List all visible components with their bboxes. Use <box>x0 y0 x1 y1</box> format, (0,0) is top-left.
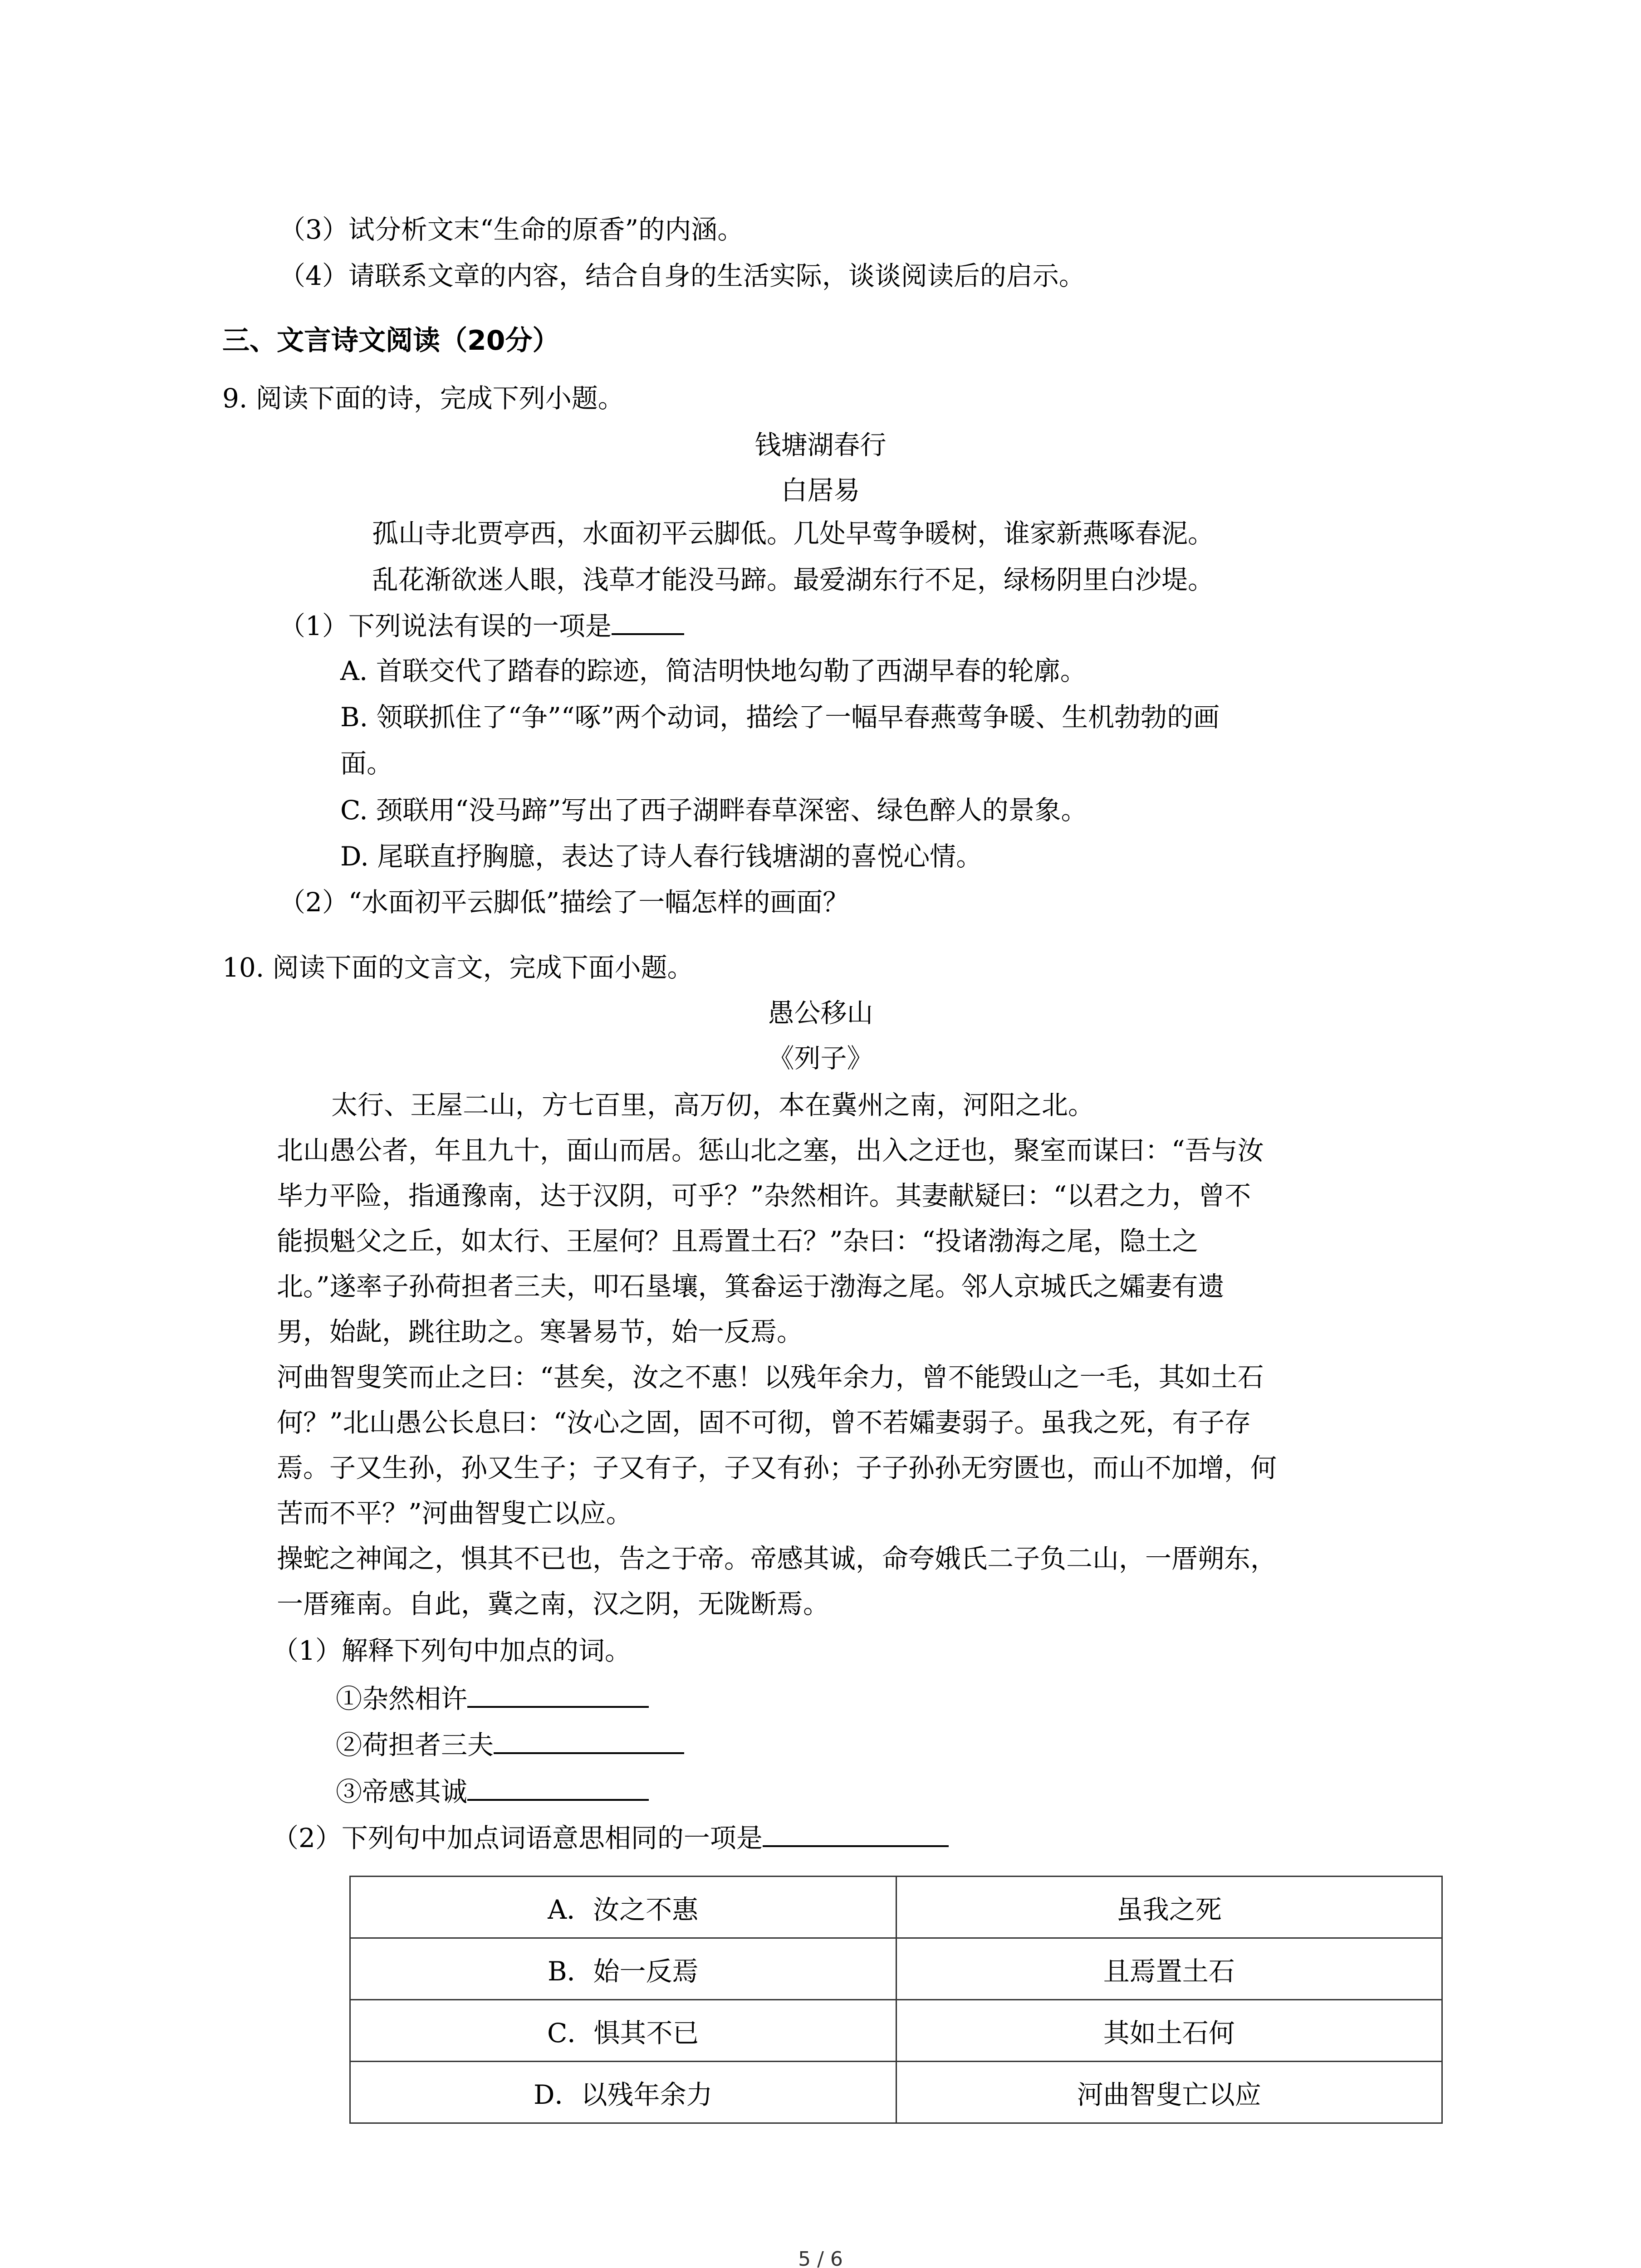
answer-blank[interactable] <box>763 1820 949 1847</box>
question-3: （3）试分析文末“生命的原香”的内涵。 <box>279 214 744 245</box>
q9-stem: 9. 阅读下面的诗，完成下列小题。 <box>222 383 624 414</box>
answer-blank[interactable] <box>494 1727 684 1754</box>
word-item-2 <box>336 1727 684 1761</box>
option-d: D. 尾联直抒胸臆，表达了诗人春行钱塘湖的喜悦心情。 <box>340 841 983 872</box>
passage-line: 北。”遂率子孙荷担者三夫，叩石垦壤，箕畚运于渤海之尾。邻人京城氏之孀妻有遗 <box>277 1271 1225 1302</box>
passage-line: 苦而不平？”河曲智叟亡以应。 <box>277 1498 632 1529</box>
answer-blank[interactable] <box>467 1681 649 1708</box>
passage-line: 河曲智叟笑而止之曰：“甚矣，汝之不惠！以残年余力，曾不能毁山之一毛，其如土石 <box>277 1362 1264 1393</box>
poem-line-2: 乱花渐欲迷人眼，浅草才能没马蹄。最爱湖东行不足，绿杨阴里白沙堤。 <box>372 564 1215 595</box>
poem-line-1: 孤山寺北贾亭西，水面初平云脚低。几处早莺争暖树，谁家新燕啄春泥。 <box>372 518 1215 549</box>
poem-author: 白居易 <box>781 475 860 506</box>
q9-sub2: （2）“水面初平云脚低”描绘了一幅怎样的画面？ <box>279 887 849 918</box>
table-cell: 其如土石何 <box>896 2000 1442 2062</box>
word-item-text: ②荷担者三夫 <box>336 1730 494 1760</box>
passage-source: 《列子》 <box>768 1043 873 1074</box>
passage-line: 毕力平险，指通豫南，达于汉阴，可乎？”杂然相许。其妻献疑曰：“以君之力，曾不 <box>277 1180 1251 1211</box>
q10-sub2 <box>272 1820 949 1854</box>
table-cell: C．惧其不已 <box>350 2000 896 2062</box>
q9-sub1 <box>279 608 684 642</box>
answer-blank[interactable] <box>467 1774 649 1801</box>
option-c: C. 颈联用“没马蹄”写出了西子湖畔春草深密、绿色醉人的景象。 <box>340 795 1087 826</box>
q10-sub1: （1）解释下列句中加点的词。 <box>272 1635 631 1666</box>
table-row <box>350 2062 1442 2123</box>
section-title: 三、文言诗文阅读（20分） <box>222 325 560 357</box>
answer-blank[interactable] <box>612 608 684 635</box>
passage-line: 一厝雍南。自此，冀之南，汉之阴，无陇断焉。 <box>277 1589 830 1619</box>
table-row <box>350 1938 1442 2000</box>
passage-line: 何？”北山愚公长息曰：“汝心之固，固不可彻，曾不若孀妻弱子。虽我之死，有子存 <box>277 1407 1251 1438</box>
option-b-cont: 面。 <box>340 748 393 779</box>
passage-p1: 太行、王屋二山，方七百里，高万仞，本在冀州之南，河阳之北。 <box>331 1090 1095 1120</box>
q9-sub1-text: （1）下列说法有误的一项是 <box>279 611 612 641</box>
option-a: A. 首联交代了踏春的踪迹，简洁明快地勾勒了西湖早春的轮廓。 <box>340 655 1087 686</box>
word-item-text: ③帝感其诚 <box>336 1776 468 1807</box>
passage-line: 能损魁父之丘，如太行、王屋何？且焉置土石？”杂曰：“投诸渤海之尾，隐土之 <box>277 1226 1199 1256</box>
passage-line: 焉。子又生孙，孙又生子；子又有子，子又有孙；子子孙孙无穷匮也，而山不加增，何 <box>277 1452 1277 1483</box>
passage-line: 操蛇之神闻之，惧其不已也，告之于帝。帝感其诚，命夸娥氏二子负二山，一厝朔东， <box>277 1543 1277 1574</box>
table-cell: 河曲智叟亡以应 <box>896 2062 1442 2123</box>
options-table <box>349 1876 1443 2124</box>
q10-sub2-text: （2）下列句中加点词语意思相同的一项是 <box>272 1823 763 1853</box>
q10-stem: 10. 阅读下面的文言文，完成下面小题。 <box>222 952 694 983</box>
word-item-1 <box>336 1681 649 1715</box>
page-number: 5 / 6 <box>798 2248 843 2268</box>
table-cell: D．以残年余力 <box>350 2062 896 2123</box>
table-cell: A．汝之不惠 <box>350 1877 896 1938</box>
table-cell: B．始一反焉 <box>350 1938 896 2000</box>
passage-line: 男，始龀，跳往助之。寒暑易节，始一反焉。 <box>277 1316 803 1347</box>
table-cell: 虽我之死 <box>896 1877 1442 1938</box>
word-item-text: ①杂然相许 <box>336 1683 468 1714</box>
table-cell: 且焉置土石 <box>896 1938 1442 2000</box>
passage-line: 北山愚公者，年且九十，面山而居。惩山北之塞，出入之迂也，聚室而谋曰：“吾与汝 <box>277 1135 1264 1166</box>
question-4: （4）请联系文章的内容，结合自身的生活实际，谈谈阅读后的启示。 <box>279 260 1085 291</box>
table-row <box>350 2000 1442 2062</box>
passage-title: 愚公移山 <box>768 997 873 1028</box>
table-row <box>350 1877 1442 1938</box>
word-item-3 <box>336 1774 649 1808</box>
poem-title: 钱塘湖春行 <box>754 430 887 460</box>
option-b: B. 领联抓住了“争”“啄”两个动词，描绘了一幅早春燕莺争暖、生机勃勃的画 <box>340 702 1220 733</box>
